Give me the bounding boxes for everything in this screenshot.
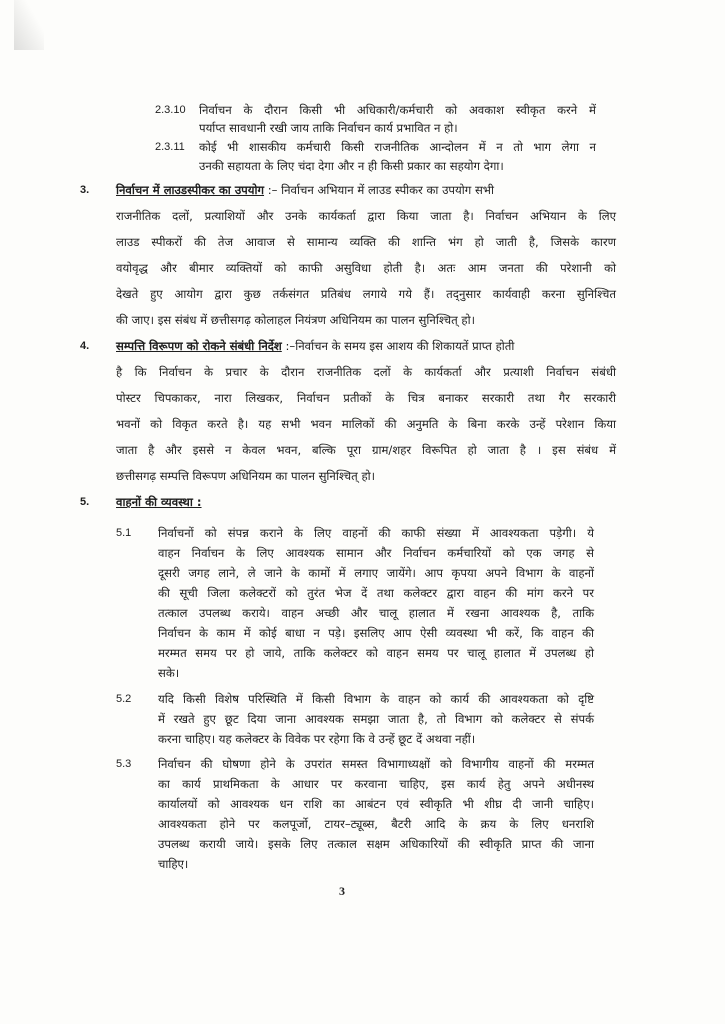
item-5-3-line: कार्यालयों को आवश्यक धन राशि का आबंटन एवं स्वीकृति भी शीघ्र दी जानी चाहिए।: [158, 797, 594, 811]
page-number: 3: [339, 884, 345, 898]
item-5-2-line: में रखते हुए छूट दिया जाना आवश्यक समझा जाता है, तो विभाग को कलेक्टर से संपर्क: [158, 712, 594, 726]
item-5-1-line: वाहन निर्वाचन के लिए आवश्यक सामान और निर्वाचन कर्मचारियों को एक जगह से: [158, 546, 594, 560]
item-5-3-line: का कार्य प्राथमिकता के आधार पर करवाना चाहिए, इस कार्य हेतु अपने अधीनस्थ: [158, 777, 594, 791]
item-5-3-line: आवश्यकता होने पर कलपूर्जो, टायर–ट्यूब्स, बैटरी आदि के क्रय के लिए धनराशि: [158, 817, 594, 831]
item-5-2-line: करना चाहिए। यह कलेक्टर के विवेक पर रहेगा कि वे उन्हें छूट दें अथवा नहीं।: [158, 732, 476, 746]
section-4-line: जाता है और इससे न केवल भवन, बल्कि पूरा ग्राम/शहर विरूपित हो जाता है । इस संबंध में: [116, 443, 616, 457]
item-5-1-line: सके।: [158, 666, 180, 680]
section-number-5: 5.: [80, 496, 90, 508]
item-5-1-line: की सूची जिला कलेक्टरों को तुरंत भेज दें तथा कलेक्टर द्वारा वाहन की मांग करने पर: [158, 586, 594, 600]
item-number-5-2: 5.2: [116, 693, 132, 705]
item-2-3-10-line: निर्वाचन के दौरान किसी भी अधिकारी/कर्मचारी को अवकाश स्वीकृत करने में: [199, 103, 596, 117]
item-5-2-line: यदि किसी विशेष परिस्थिति में किसी विभाग के वाहन को कार्य की आवश्यकता को दृष्टि: [158, 692, 594, 706]
item-5-3-line: उपलब्ध करायी जाये। इसके लिए तत्काल सक्षम अधिकारियों की स्वीकृति प्राप्त की जाना: [158, 837, 594, 851]
item-number-5-3: 5.3: [116, 758, 132, 770]
section-4-line: भवनों को विकृत करते है। यह सभी भवन मालिकों की अनुमति के बिना करके उन्हें परेशान किया: [116, 417, 616, 431]
item-number-2-3-10: 2.3.10: [155, 104, 186, 116]
page-fold-shadow: [14, 0, 44, 50]
item-5-1-line: तत्काल उपलब्ध कराये। वाहन अच्छी और चालू हालात में रखना आवश्यक है, ताकि: [158, 606, 594, 620]
item-2-3-10-line: पर्याप्त सावधानी रखी जाय ताकि निर्वाचन कार्य प्रभावित न हो।: [199, 121, 458, 135]
section-4-heading: सम्पत्ति विरूपण को रोकने संबंधी निर्देश: [116, 339, 282, 353]
section-3-line: वयोवृद्ध और बीमार व्यक्तियों को काफी असुविधा होती है। अतः आम जनता की परेशानी को: [116, 261, 616, 275]
section-3-line: राजनीतिक दलों, प्रत्याशियों और उनके कार्यकर्ता द्वारा किया जाता है। निर्वाचन अभियान के लिए: [116, 209, 616, 223]
section-4-line: है कि निर्वाचन के प्रचार के दौरान राजनीतिक दलों के कार्यकर्ता और प्रत्याशी निर्वाचन संबंधी: [116, 365, 616, 379]
item-2-3-11-line: कोई भी शासकीय कर्मचारी किसी राजनीतिक आन्दोलन में न तो भाग लेगा न: [199, 140, 596, 154]
item-5-3-line: निर्वाचन की घोषणा होने के उपरांत समस्त विभागाध्यक्षों को विभागीय वाहनों की मरम्मत: [158, 757, 594, 771]
item-number-2-3-11: 2.3.11: [155, 141, 185, 153]
section-number-3: 3.: [80, 184, 90, 196]
section-3-line: :– निर्वाचन अभियान में लाउड स्पीकर का उपयोग सभी: [267, 183, 494, 197]
section-5-heading: वाहनों की व्यवस्था :: [116, 495, 202, 509]
item-5-1-line: निर्वाचन के काम में कोई बाधा न पड़े। इसलिए आप ऐसी व्यवस्था भी करें, कि वाहन की: [158, 626, 594, 640]
item-2-3-11-line: उनकी सहायता के लिए चंदा देगा और न ही किसी प्रकार का सहयोग देगा।: [199, 159, 504, 173]
item-5-3-line: चाहिए।: [158, 857, 189, 871]
section-3-line: की जाए। इस संबंध में छत्तीसगढ़ कोलाहल नियंत्रण अधिनियम का पालन सुनिश्चित् हो।: [116, 313, 475, 327]
item-5-1-line: निर्वाचनों को संपन्न कराने के लिए वाहनों की काफी संख्या में आवश्यकता पड़ेगी। ये: [158, 526, 594, 540]
section-3-heading: निर्वाचन में लाउडस्पीकर का उपयोग: [116, 183, 265, 197]
section-4-line: पोस्टर चिपकाकर, नारा लिखकर, निर्वाचन प्रतीकों के चित्र बनाकर सरकारी तथा गैर सरकारी: [116, 391, 616, 405]
section-4-line: छत्तीसगढ़ सम्पत्ति विरूपण अधिनियम का पालन सुनिश्चित् हो।: [116, 469, 375, 483]
section-3-first-line: [116, 183, 616, 197]
item-5-1-line: दूसरी जगह लाने, ले जाने के कामों में लगाए जायेंगे। आप कृपया अपने विभाग के वाहनों: [158, 566, 594, 580]
section-3-line: देखते हुए आयोग द्वारा कुछ तर्कसंगत प्रतिबंध लगाये गये हैं। तद्नुसार कार्यवाही करना सुनिश्चित: [116, 287, 616, 301]
section-4-line: :–निर्वाचन के समय इस आशय की शिकायतें प्राप्त होती: [285, 339, 515, 353]
item-number-5-1: 5.1: [116, 527, 132, 539]
section-number-4: 4.: [80, 340, 90, 352]
section-3-line: लाउड स्पीकरों की तेज आवाज से सामान्य व्यक्ति की शान्ति भंग हो जाती है, जिसके कारण: [116, 235, 616, 249]
item-5-1-line: मरम्मत समय पर हो जाये, ताकि कलेक्टर को वाहन समय पर चालू हालात में उपलब्ध हो: [158, 646, 594, 660]
section-4-first-line: [116, 339, 616, 353]
